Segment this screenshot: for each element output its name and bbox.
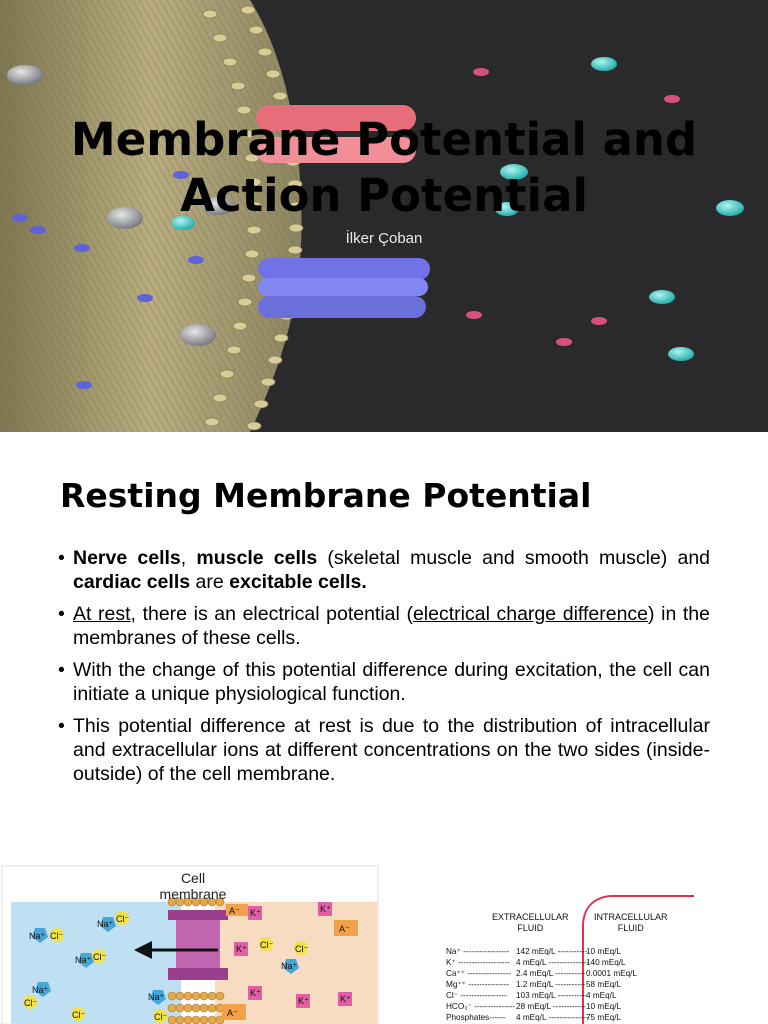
svg-text:K⁺: K⁺ bbox=[250, 988, 261, 998]
bullet-text: At rest bbox=[73, 603, 131, 625]
table-row bbox=[446, 979, 637, 990]
table-row bbox=[446, 968, 637, 979]
bullet-text: cardiac cells bbox=[73, 571, 191, 593]
svg-text:K⁺: K⁺ bbox=[250, 908, 261, 918]
svg-text:Na⁺: Na⁺ bbox=[29, 931, 46, 941]
svg-text:Na⁺: Na⁺ bbox=[32, 985, 49, 995]
table-row bbox=[446, 946, 637, 957]
table-cell: 75 mEq/L bbox=[586, 1013, 622, 1022]
table-cell: 28 mEq/L ------------ bbox=[516, 1002, 586, 1011]
author-name: İlker Çoban bbox=[345, 230, 423, 247]
title-slide bbox=[0, 0, 768, 432]
svg-text:Cl⁻: Cl⁻ bbox=[260, 940, 274, 950]
bullet-text: , bbox=[180, 547, 197, 569]
svg-text:Cl⁻: Cl⁻ bbox=[116, 914, 130, 924]
bullet-item bbox=[60, 658, 710, 706]
svg-text:A⁻: A⁻ bbox=[339, 924, 350, 934]
svg-text:K⁺: K⁺ bbox=[320, 904, 331, 914]
table-row bbox=[446, 990, 637, 1001]
bullet-text: This potential difference at rest is due to the distribution of intracellular and extracellular ions at different concentrations on the two sides (inside-outside) of the cell membrane. bbox=[73, 715, 710, 785]
table-cell: Ca⁺⁺ ---------------- bbox=[446, 969, 512, 978]
ion-distribution-slide bbox=[0, 864, 768, 1024]
table-cell: Cl⁻ ----------------- bbox=[446, 991, 507, 1000]
svg-text:Cl⁻: Cl⁻ bbox=[24, 998, 38, 1008]
svg-text:Na⁺: Na⁺ bbox=[281, 961, 298, 971]
table-cell: 58 mEq/L bbox=[586, 980, 622, 989]
svg-text:Na⁺: Na⁺ bbox=[97, 919, 114, 929]
bullet-text: ) in the membranes of these cells. bbox=[73, 603, 710, 649]
extracellular-header: EXTRACELLULAR FLUID bbox=[492, 912, 569, 933]
svg-text:A⁻: A⁻ bbox=[227, 1008, 238, 1018]
svg-text:K⁺: K⁺ bbox=[236, 944, 247, 954]
table-cell: 1.2 mEq/L ----------- bbox=[516, 980, 586, 989]
table-cell: 103 mEq/L ----------- bbox=[516, 991, 588, 1000]
table-cell: 140 mEq/L bbox=[586, 958, 626, 967]
resting-membrane-slide bbox=[0, 432, 768, 864]
bullet-list bbox=[60, 546, 710, 794]
table-cell: 4 mEq/L --------------- bbox=[516, 958, 590, 967]
table-cell: 4 mEq/L bbox=[586, 991, 617, 1000]
table-row bbox=[446, 1001, 637, 1012]
bullet-text: electrical charge difference bbox=[412, 603, 649, 625]
bullet-text: Nerve cells bbox=[73, 547, 181, 569]
table-cell: HCO₃⁻ --------------- bbox=[446, 1002, 516, 1011]
svg-text:K⁺: K⁺ bbox=[298, 996, 309, 1006]
cell-membrane-label: Cell membrane bbox=[159, 870, 227, 902]
intracellular-header: INTRACELLULAR FLUID bbox=[594, 912, 668, 933]
table-cell: 2.4 mEq/L ----------- bbox=[516, 969, 586, 978]
bullet-item bbox=[60, 602, 710, 650]
svg-text:Cl⁻: Cl⁻ bbox=[50, 931, 64, 941]
table-cell: 142 mEq/L ----------- bbox=[516, 947, 588, 956]
table-cell: Phosphates------ bbox=[446, 1013, 506, 1022]
bullet-text: (skeletal muscle and smooth muscle) and bbox=[317, 547, 711, 569]
svg-text:Cl⁻: Cl⁻ bbox=[295, 944, 309, 954]
svg-text:Cl⁻: Cl⁻ bbox=[72, 1010, 86, 1020]
svg-text:Cl⁻: Cl⁻ bbox=[93, 952, 107, 962]
table-cell: 10 mEq/L bbox=[586, 947, 622, 956]
bullet-text: are bbox=[190, 571, 230, 593]
bullet-text: excitable cells. bbox=[229, 571, 367, 593]
table-cell: 4 mEq/L --------------- bbox=[516, 1013, 590, 1022]
bullet-item bbox=[60, 714, 710, 786]
table-cell: 10 mEq/L bbox=[586, 1002, 622, 1011]
bullet-text: , there is an electrical potential ( bbox=[130, 603, 413, 625]
svg-text:K⁺: K⁺ bbox=[340, 994, 351, 1004]
bullet-text: muscle cells bbox=[196, 547, 318, 569]
bullet-item bbox=[60, 546, 710, 594]
svg-text:Cl⁻: Cl⁻ bbox=[154, 1012, 168, 1022]
svg-text:A⁻: A⁻ bbox=[229, 906, 240, 916]
table-cell: K⁺ ------------------- bbox=[446, 958, 510, 967]
table-cell: 0.0001 mEq/L bbox=[586, 969, 637, 978]
slide-title bbox=[0, 112, 768, 224]
svg-text:Na⁺: Na⁺ bbox=[75, 955, 92, 965]
svg-text:Na⁺: Na⁺ bbox=[148, 992, 165, 1002]
bullet-text: With the change of this potential difference during excitation, the cell can initiate a unique physiological function. bbox=[73, 659, 710, 705]
ion-concentration-table bbox=[446, 946, 637, 1023]
table-cell: Mg⁺⁺ --------------- bbox=[446, 980, 510, 989]
blue-channel bbox=[258, 258, 430, 318]
title-text: Membrane Potential and Action Potential bbox=[70, 113, 698, 222]
table-cell: Na⁺ ----------------- bbox=[446, 947, 510, 956]
slide-heading: Resting Membrane Potential bbox=[60, 476, 592, 515]
table-row bbox=[446, 957, 637, 968]
table-row bbox=[446, 1012, 637, 1023]
